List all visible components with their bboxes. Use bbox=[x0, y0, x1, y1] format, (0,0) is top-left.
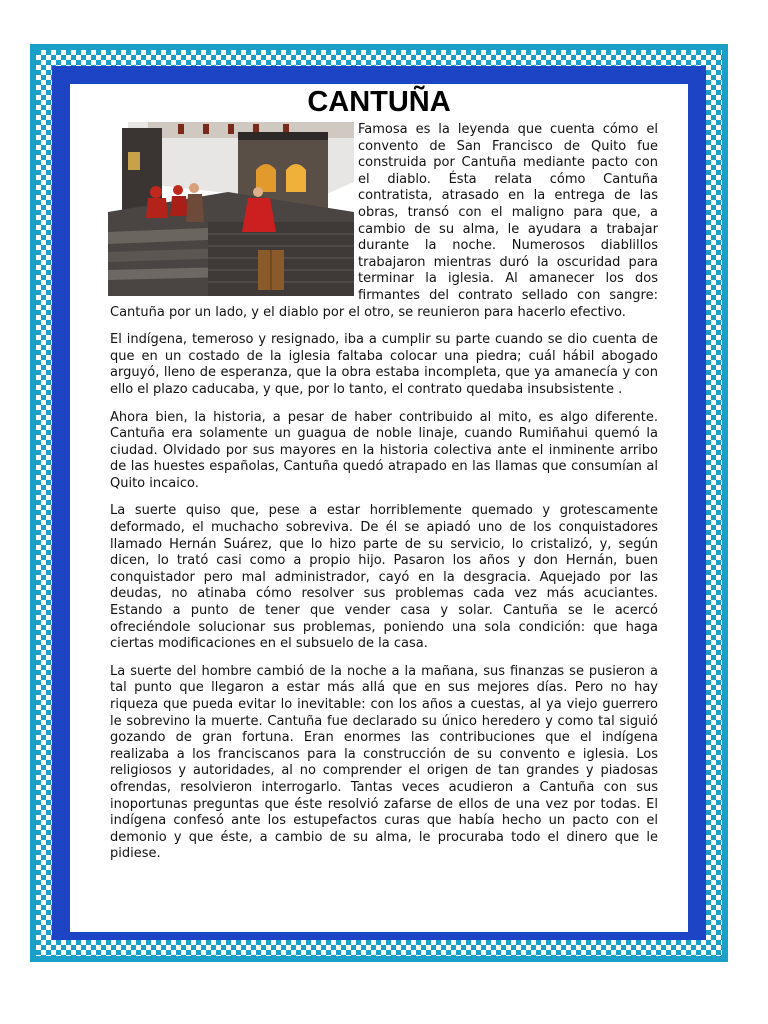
story-paragraph: Famosa es la leyenda que cuenta cómo el convento de San Francisco de Quito fue construida por Cantuña mediante pacto con el diablo. Ésta relata cómo Cantuña contratista, atrasado en la entrega de las obras, transó con el maligno para que, a cambio de su alma, le ayudara a trabajar durante la noche. Numerosos diablillos trabajaron mientras duró la oscuridad para terminar la iglesia. Al amanecer los dos firmantes del contrato sellado con sangre: Cantuña por un lado, y el diablo por el otro, se reunieron para hacerlo efectivo. bbox=[110, 122, 658, 320]
cantuna-church-scene-illustration bbox=[108, 122, 354, 296]
story-paragraph: La suerte quiso que, pese a estar horriblemente quemado y grotescamente deformado, el muchacho sobreviva. De él se apiadó uno de los conquistadores llamado Hernán Suárez, que lo hizo parte de su servicio, lo cristalizó, y, según dicen, lo trató casi como a propio hijo. Pasaron los años y don Hernán, buen conquistador pero mal administrador, cayó en la desgracia. Aquejado por las deudas, no atinaba cómo resolver sus problemas cada vez más acuciantes. Estando a punto de tener que vender casa y solar. Cantuña se le acercó ofreciéndole solucionar sus problemas, poniendo una sola condición: que haga ciertas modificaciones en el subsuelo de la casa. bbox=[110, 503, 658, 652]
page-content bbox=[70, 84, 688, 932]
story-paragraph: La suerte del hombre cambió de la noche a la mañana, sus finanzas se pusieron a tal punto que llegaron a estar más allá que en sus mejores días. Pero no hay riqueza que pueda evitar lo inevitable: con los años a cuestas, al ya viejo guerrero le sobrevino la muerte. Cantuña fue declarado su único heredero y como tal siguió gozando de gran fortuna. Eran enormes las contribuciones que el indígena realizaba a los franciscanos para la construcción de su convento e iglesia. Los religiosos y autoridades, al no comprender el origen de tan grandes y piadosas ofrendas, resolvieron interrogarlo. Tantas veces acudieron a Cantuña con sus inoportunas preguntas que éste resolvió zafarse de ellos de una vez por todas. El indígena confesó ante los estupefactos curas que había hecho un pacto con el demonio y que éste, a cambio de su alma, le procuraba todo el dinero que le pidiese. bbox=[110, 663, 658, 862]
story-paragraph: El indígena, temeroso y resignado, iba a cumplir su parte cuando se dio cuenta de que en un costado de la iglesia faltaba colocar una piedra; cuál hábil abogado arguyó, lleno de esperanza, que la obra estaba incompleta, que ya amanecía y con ello el plazo caducaba, y que, por lo tanto, el contrato quedaba insubsistente . bbox=[110, 332, 658, 397]
page-title: CANTUÑA bbox=[307, 86, 451, 118]
story-paragraph: Ahora bien, la historia, a pesar de haber contribuido al mito, es algo diferente. Cantuña era solamente un guagua de noble linaje, cuando Rumiñahui quemó la ciudad. Olvidado por sus mayores en la historia colectiva ante el inminente arribo de las huestes españolas, Cantuña quedó atrapado en las llamas que consumían al Quito incaico. bbox=[110, 409, 658, 491]
story-text bbox=[110, 122, 658, 874]
